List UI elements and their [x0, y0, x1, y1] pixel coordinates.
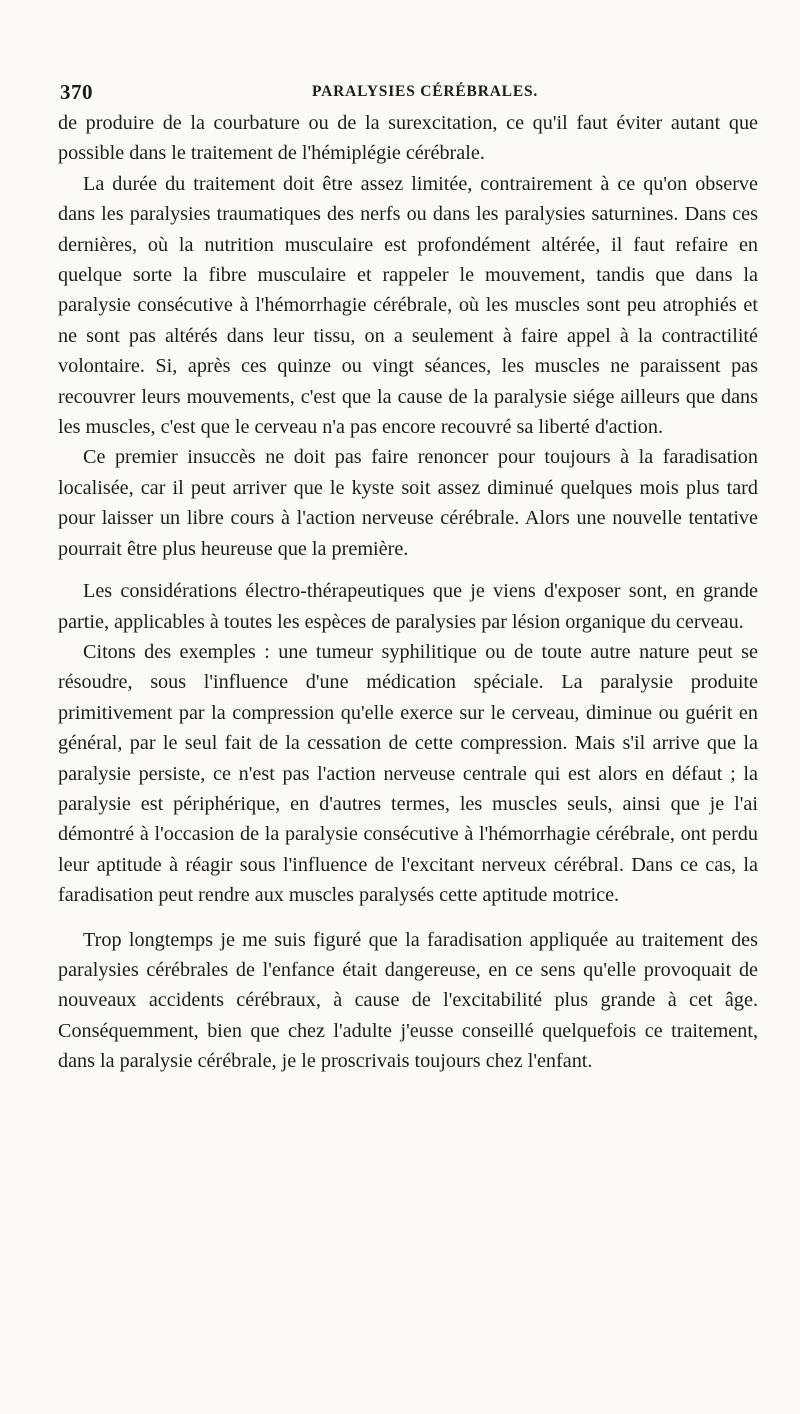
paragraph-1: de produire de la courbature ou de la surexcitation, ce qu'il faut éviter autant que possible dans le traitement de l'hémiplégie cérébrale. — [58, 112, 758, 165]
body-text — [58, 108, 758, 1077]
running-head — [60, 80, 760, 110]
running-title: PARALYSIES CÉRÉBRALES. — [312, 83, 539, 100]
paragraph-3: Ce premier insuccès ne doit pas faire renoncer pour toujours à la faradisation localisée, car il peut arriver que le kyste soit assez diminué quelques mois plus tard pour laisser un libre cours à l'action nerveuse cérébrale. Alors une nouvelle tentative pourrait être plus heureuse que la première. — [58, 446, 758, 560]
paragraph-5: Citons des exemples : une tumeur syphilitique ou de toute autre nature peut se résoudre, sous l'influence d'une médication spéciale. La paralysie produite primitivement par la compression qu'elle exerce sur le cerveau, diminue ou guérit en général, par le seul fait de la cessation de cette compression. Mais s'il arrive que la paralysie persiste, ce n'est pas l'action nerveuse centrale qui est alors en défaut ; la paralysie est périphérique, en d'autres termes, les muscles seuls, ainsi que je l'ai démontré à l'occasion de la paralysie consécutive à l'hémorrhagie cérébrale, ont perdu leur aptitude à réagir sous l'influence de l'excitant nerveux cérébral. Dans ce cas, la faradisation peut rendre aux muscles paralysés cette aptitude motrice. — [58, 640, 758, 907]
paragraph-6: Trop longtemps je me suis figuré que la faradisation appliquée au traitement des paralysies cérébrales de l'enfance était dangereuse, en ce sens qu'elle provoquait de nouveaux accidents cérébraux, à cause de l'excitabilité plus grande à cet âge. Conséquemment, bien que chez l'adulte j'eusse conseillé quelquefois ce traitement, dans la paralysie cérébrale, je le proscrivais toujours chez l'enfant. — [58, 928, 758, 1073]
page-number: 370 — [60, 80, 93, 104]
paragraph-2: La durée du traitement doit être assez limitée, contrairement à ce qu'on observe dans les paralysies traumatiques des nerfs ou dans les paralysies saturnines. Dans ces dernières, où la nutrition musculaire est profondément altérée, il faut refaire en quelque sorte la fibre musculaire et rappeler le mouvement, tandis que dans la paralysie consécutive à l'hémorrhagie cérébrale, où les muscles sont peu atrophiés et ne sont pas altérés dans leur tissu, on a seulement à faire appel à la contractilité volontaire. Si, après ces quinze ou vingt séances, les muscles ne paraissent pas recouvrer leurs mouvements, c'est que la cause de la paralysie siége ailleurs que dans les muscles, c'est que le cerveau n'a pas encore recouvré sa liberté d'action. — [58, 172, 758, 439]
paragraph-4: Les considérations électro-thérapeutiques que je viens d'exposer sont, en grande partie, applicables à toutes les espèces de paralysies par lésion organique du cerveau. — [58, 580, 758, 633]
